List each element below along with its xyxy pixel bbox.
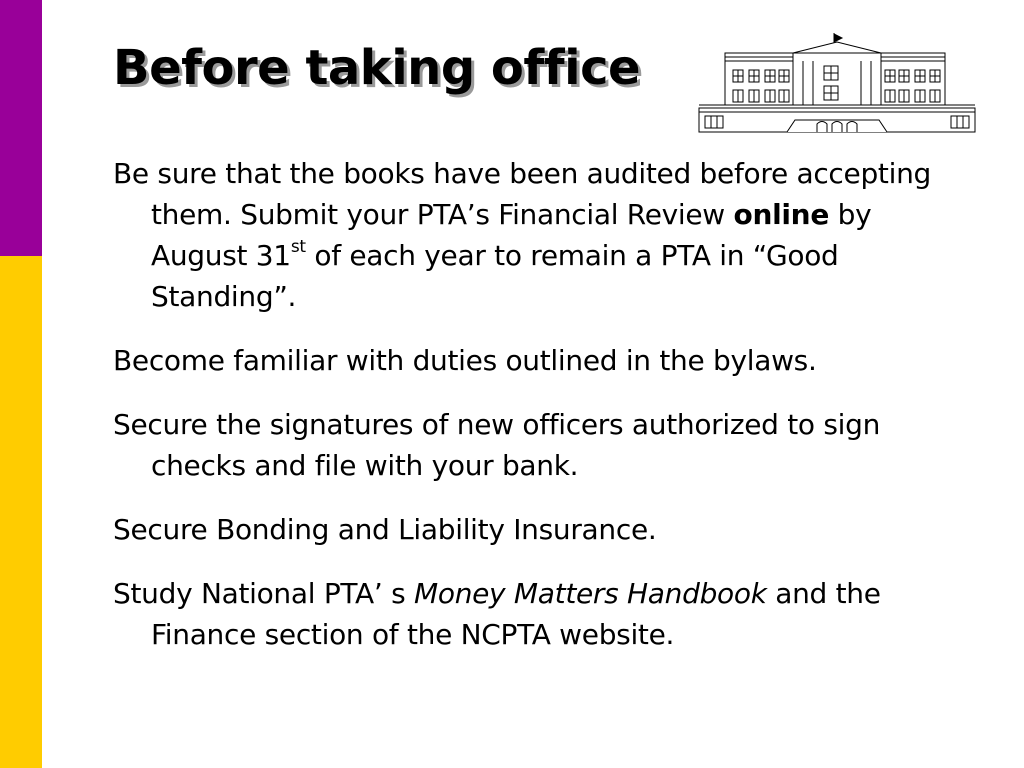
bullet-list bbox=[113, 153, 943, 678]
bullet-signatures: Secure the signatures of new officers authorized to sign checks and file with your bank. bbox=[113, 408, 881, 482]
accent-bar-gold bbox=[0, 256, 42, 768]
emphasis-online: online bbox=[733, 198, 830, 231]
bullet-bylaws: Become familiar with duties outlined in the bylaws. bbox=[113, 344, 817, 377]
accent-bar-purple bbox=[0, 0, 42, 256]
ordinal-suffix: st bbox=[290, 236, 306, 257]
bullet-insurance: Secure Bonding and Liability Insurance. bbox=[113, 513, 657, 546]
handbook-title: Money Matters Handbook bbox=[414, 577, 767, 610]
bullet-money-matters: Study National PTA’ s Money Matters Handbook and the Finance section of the NCPTA website. bbox=[113, 577, 881, 651]
bullet-audit-books: Be sure that the books have been audited before accepting them. Submit your PTA’s Financial Review online by August 31st of each year to remain a PTA in “Good Standing”. bbox=[113, 157, 931, 313]
slide-title: Before taking office bbox=[113, 40, 641, 96]
white-house-icon bbox=[697, 30, 977, 134]
